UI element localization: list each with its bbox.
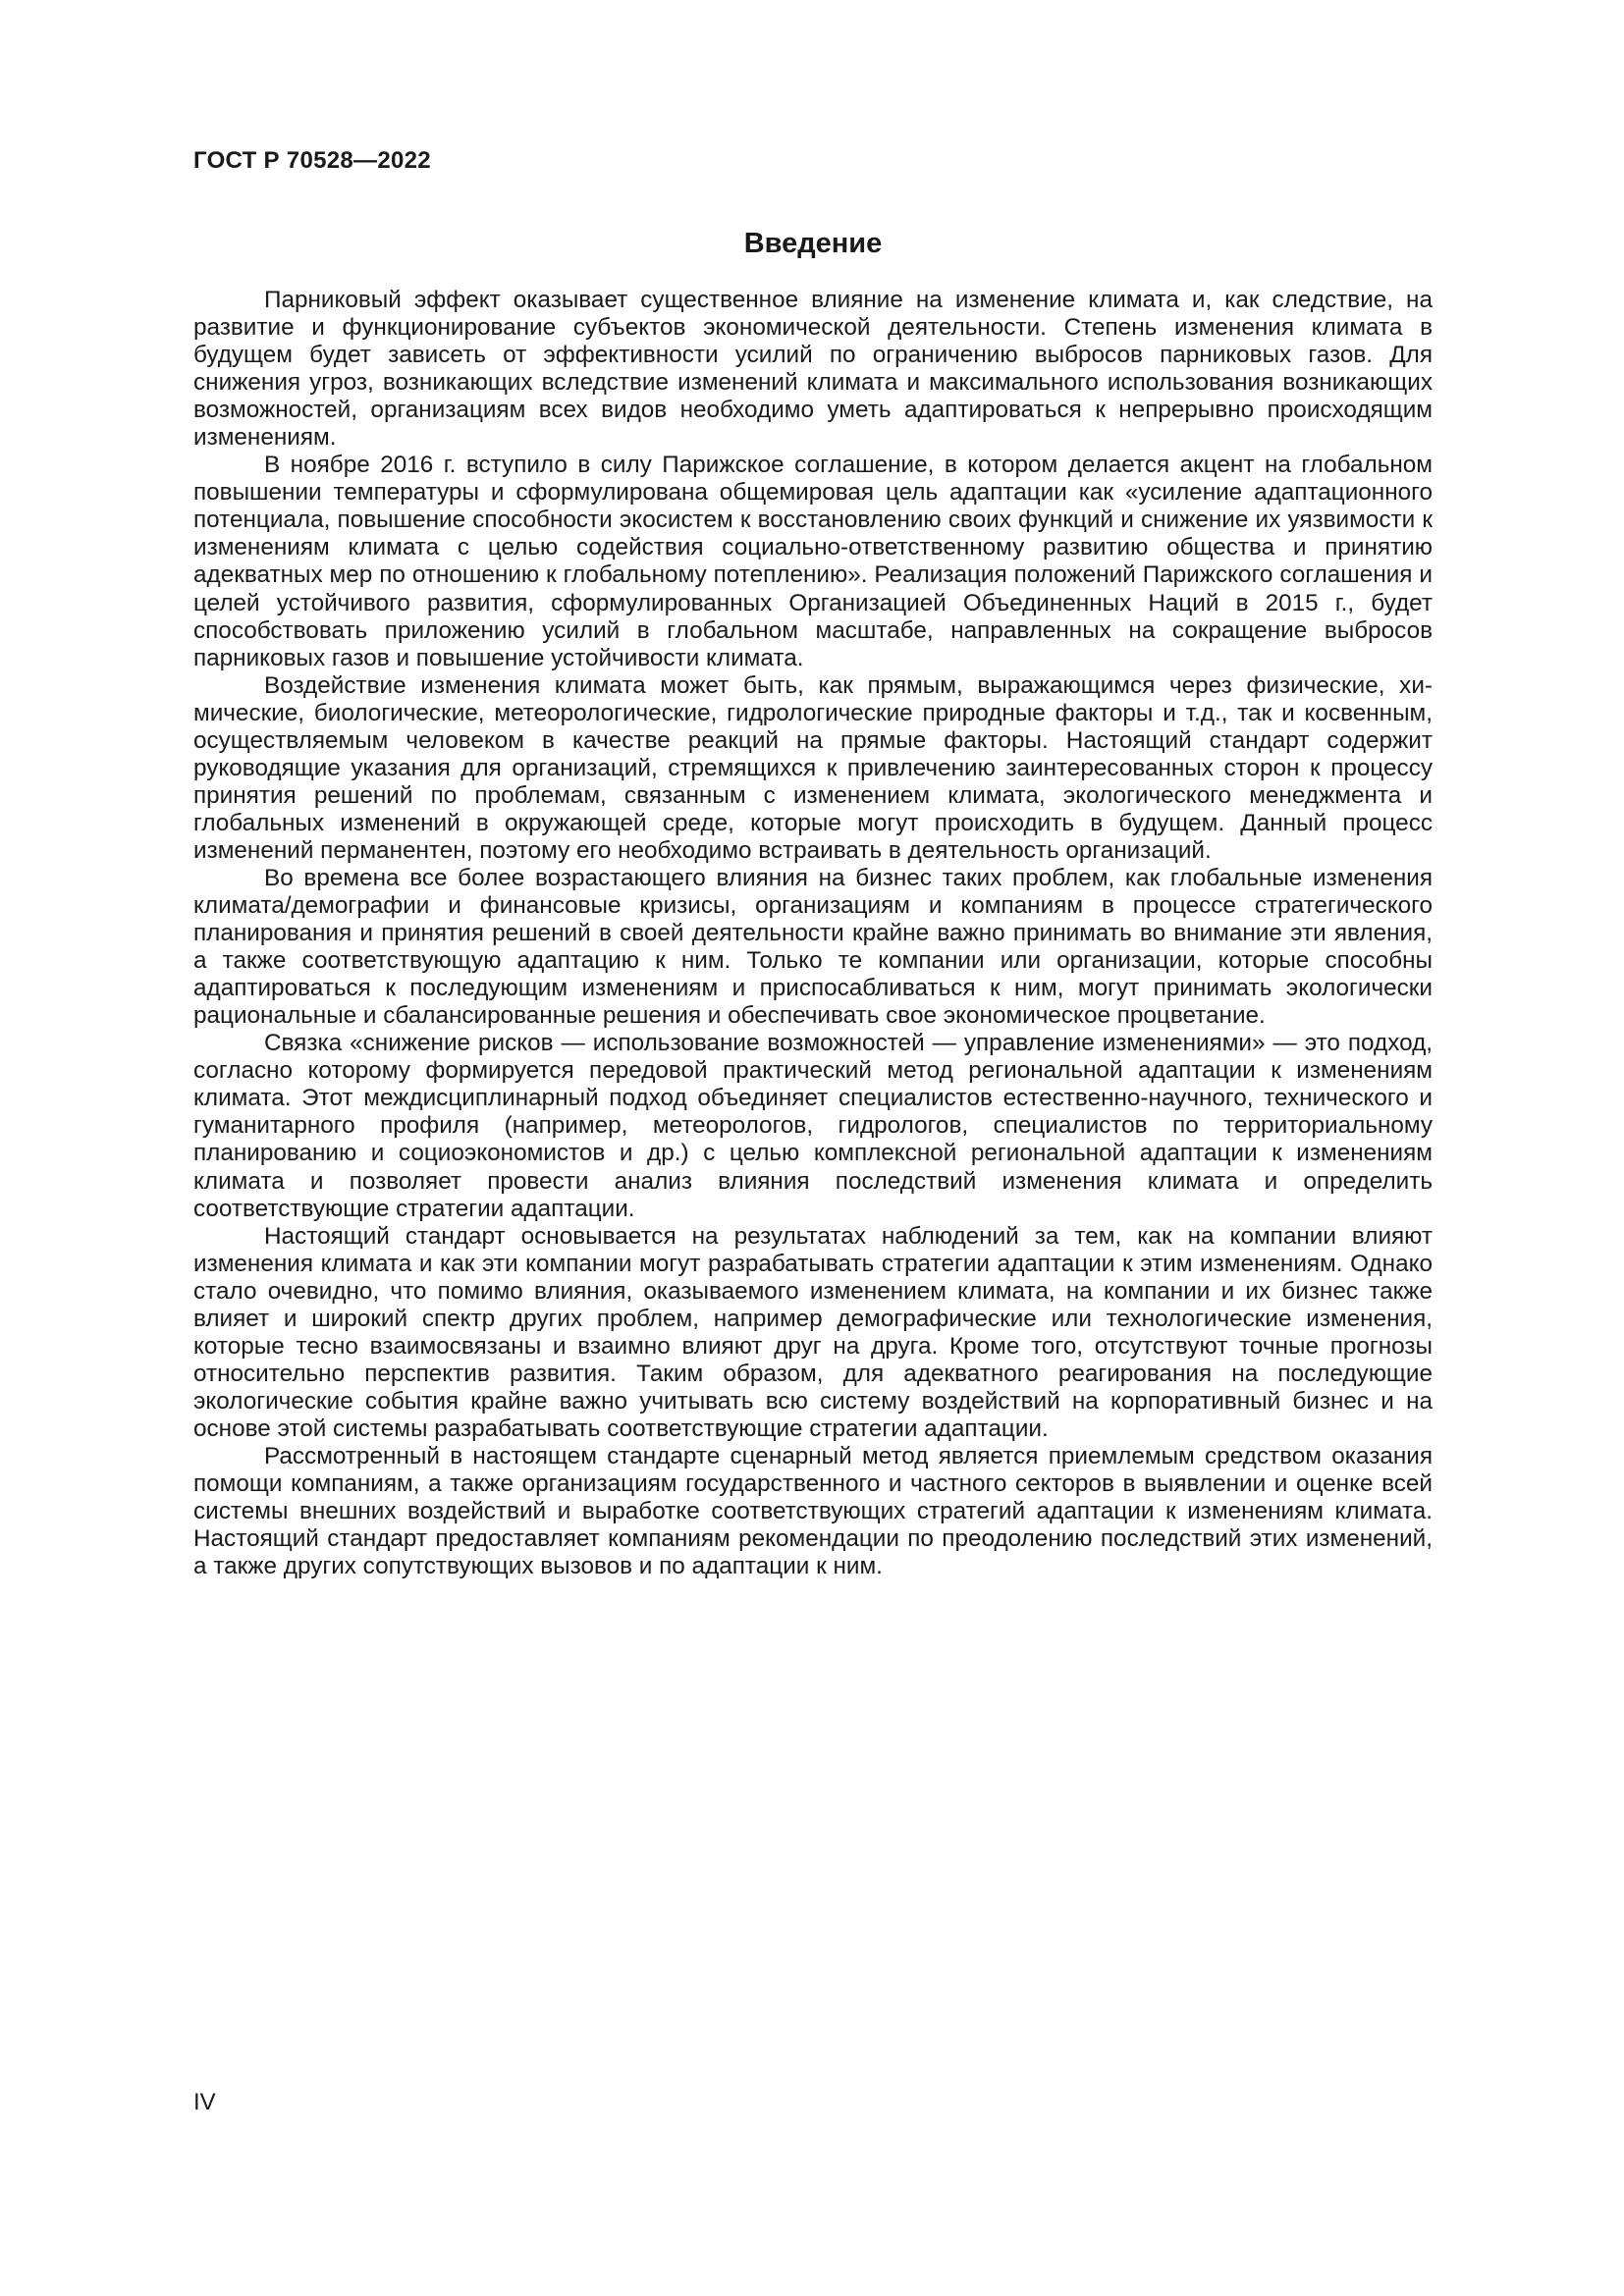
- paragraph-3: Воздействие изменения климата может быть, как прямым, выражающимся через физические, химические, биологические, метеорологические, гидрологические природные факторы и т.д., так и косвенным, осуществляемым человеком в качестве реакций на прямые факторы. Настоящий стандарт содержит руководящие указания для организаций, стремящихся к привлечению заинтересованных сторон к процессу принятия решений по проблемам, связанным с изменением климата, экологического менеджмента и глобальных изменений в окружающей среде, которые могут происходить в будущем. Данный процесс изменений перманентен, поэтому его необходимо встраивать в деятельность организаций.: [193, 671, 1433, 864]
- paragraph-2: В ноябре 2016 г. вступило в силу Парижское соглашение, в котором делается акцент на глобальном повышении температуры и сформулирована общемировая цель адаптации как «усиление адаптационного потенциала, повышение способности экосистем к восстановлению своих функций и снижение их уязвимости к изменениям климата с целью содействия социально-ответственному развитию общества и принятию адекватных мер по отношению к глобальному потеплению». Реализация положений Парижского соглашения и целей устойчивого развития, сформулированных Организацией Объединенных Наций в 2015 г., будет способствовать приложению усилий в глобальном масштабе, направленных на сокращение выбросов парниковых газов и повышение устойчивости климата.: [193, 452, 1433, 671]
- paragraph-5: Связка «снижение рисков — использование возможностей — управление изменениями» — это подход, согласно которому формируется передовой практический метод региональной адаптации к изменениям климата. Этот междисциплинарный подход объединяет специалистов естественно-научного, технического и гуманитарного профиля (например, метеорологов, гидрологов, специалистов по территориальному планированию и социоэкономистов и др.) с целью комплексной региональной адаптации к изменениям климата и позволяет провести анализ влияния последствий изменения климата и определить соответствующие стратегии адаптации.: [193, 1030, 1433, 1222]
- paragraph-6: Настоящий стандарт основывается на результатах наблюдений за тем, как на компании влияют изменения климата и как эти компании могут разрабатывать стратегии адаптации к этим изменениям. Однако стало очевидно, что помимо влияния, оказываемого изменением климата, на компании и их бизнес также влияет и широкий спектр других проблем, например демографические или технологические изменения, которые тесно взаимосвязаны и взаимно влияют друг на друга. Кроме того, отсутствуют точные прогнозы относительно перспектив развития. Таким образом, для адекватного реагирования на последующие экологические события крайне важно учитывать всю систему воздействий на корпоративный бизнес и на основе этой системы разрабатывать соответствующие стратегии адаптации.: [193, 1222, 1433, 1442]
- paragraph-4: Во времена все более возрастающего влияния на бизнес таких проблем, как глобальные изменения климата/демографии и финансовые кризисы, организациям и компаниям в процессе стратегического планирования и принятия решений в своей деятельности крайне важно принимать во внимание эти явления, а также соответствующую адаптацию к ним. Только те компании или организации, которые способны адаптироваться к последующим изменениям и приспосабливаться к ним, могут принимать экологически рациональные и сбалансированные решения и обеспечивать свое экономическое процветание.: [193, 864, 1433, 1030]
- page-number: IV: [193, 2089, 216, 2115]
- section-title: Введение: [743, 228, 883, 259]
- paragraph-7: Рассмотренный в настоящем стандарте сценарный метод является приемлемым средством оказания помощи компаниям, а также организациям государственного и частного секторов в выявлении и оценке всей системы внешних воздействий и выработке соответствующих стратегий адаптации к изменениям климата. Настоящий стандарт предоставляет компаниям рекомендации по преодолению последствий этих изменений, а также других сопутствующих вызовов и по адаптации к ним.: [193, 1442, 1433, 1580]
- paragraph-1: Парниковый эффект оказывает существенное влияние на изменение климата и, как следствие, на развитие и функционирование субъектов экономической деятельности. Степень изменения климата в будущем будет зависеть от эффективности усилий по ограничению выбросов парниковых газов. Для снижения угроз, возникающих вследствие изменений климата и максимального использования возникающих возможностей, организациям всех видов необходимо уметь адаптироваться к непрерывно происходящим изменениям.: [193, 287, 1433, 452]
- document-id: ГОСТ Р 70528—2022: [193, 147, 431, 174]
- section-body: [193, 287, 1433, 1580]
